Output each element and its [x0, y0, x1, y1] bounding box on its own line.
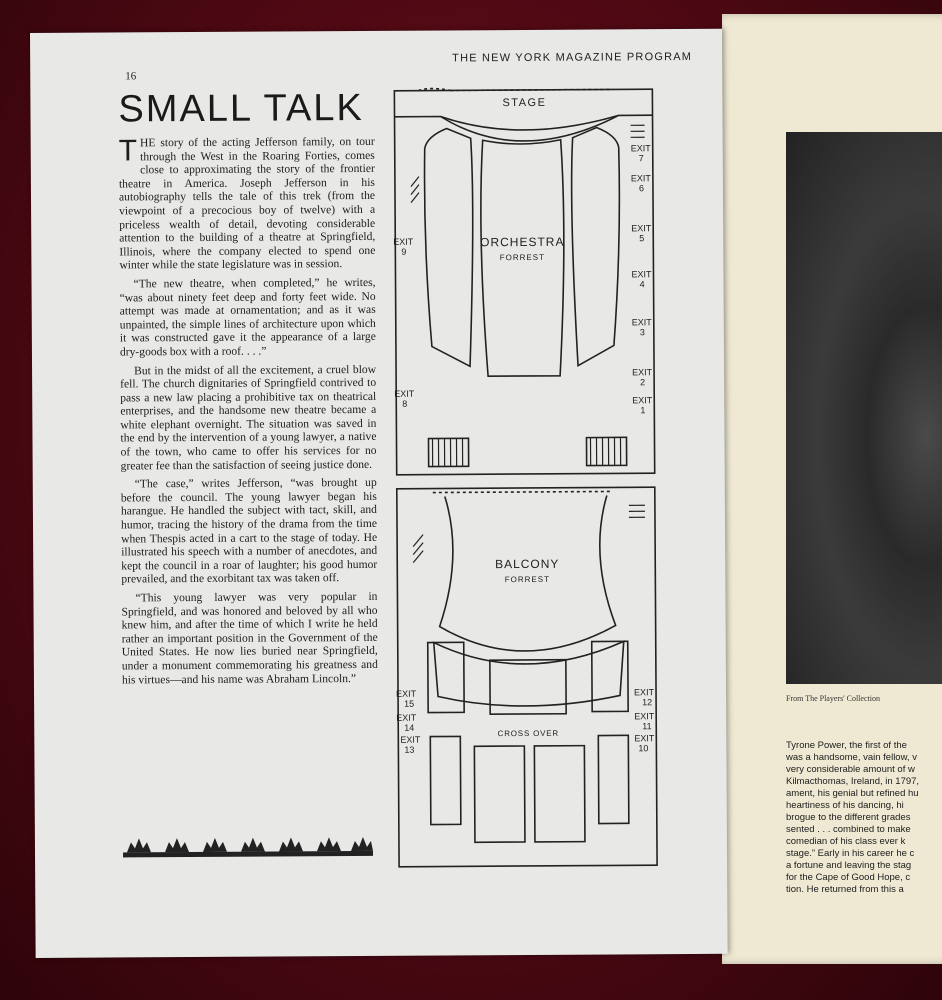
- portrait-photo: [786, 132, 942, 684]
- caption-line: tion. He returned from this a: [786, 884, 904, 895]
- exit-label: EXIT: [630, 173, 651, 184]
- photo-caption: [786, 740, 942, 896]
- exit-number: 3: [639, 327, 645, 338]
- seating-plan: [390, 85, 663, 887]
- exit-label: EXIT: [396, 688, 417, 699]
- exit-number: 11: [642, 721, 652, 732]
- exit-number: 9: [401, 246, 407, 257]
- rear-left-block: [430, 736, 461, 824]
- exit-number: 14: [404, 722, 415, 733]
- exit-number: 4: [639, 279, 645, 290]
- exit-number: 15: [404, 698, 415, 709]
- exit-number: 5: [639, 233, 645, 244]
- exit-label: EXIT: [634, 687, 655, 698]
- paragraph-text: HE story of the acting Jefferson family, on tour through the West in the Roaring Forties, comes close to approximating the story of the frontier theatre in America. Joseph Jefferson in his autobiography tells the tale of this trek (from the viewpoint of a precocious boy of twelve) with a priceless wealth of detail, devoting considerable attention to the building of a theatre at Springfield, Illinois, where the company elected to spend one winter while the state legislature was in session.: [118, 134, 376, 272]
- exit-label: EXIT: [396, 712, 417, 723]
- exit-number: 13: [404, 744, 415, 755]
- caption-line: Tyrone Power, the first of the: [786, 740, 907, 751]
- left-page: [30, 29, 728, 958]
- running-head: THE NEW YORK MAGAZINE PROGRAM: [452, 50, 693, 65]
- caption-line: ament, his genial but refined hu: [786, 788, 919, 799]
- caption-line: a fortune and leaving the stag: [786, 860, 912, 871]
- article-paragraph: “This young lawyer was very popular in Springfield, and was honored and beloved by all who knew him, and after the time of which I write he held rather an important position in the Government of the United States. He now lies buried near Springfield, under a monument commemorating his greatness and his virtues—and his name was Abraham Lincoln.”: [121, 589, 378, 687]
- balcony-front-section: [439, 495, 616, 651]
- exit-number: 6: [638, 183, 645, 194]
- exit-label: EXIT: [632, 395, 653, 406]
- article-paragraph: [119, 135, 376, 272]
- photo-credit: From The Players' Collection: [786, 694, 880, 703]
- exit-number: 10: [638, 743, 649, 754]
- exit-label: EXIT: [394, 388, 415, 399]
- exit-label: EXIT: [634, 733, 655, 744]
- stage-label: STAGE: [502, 96, 547, 110]
- crown-ornament-icon: [123, 833, 373, 863]
- caption-line: stage.” Early in his career he c: [786, 848, 915, 859]
- caption-line: heartiness of his dancing, hi: [786, 800, 904, 811]
- drop-cap: T: [118, 134, 138, 168]
- article-paragraph: But in the midst of all the excitement, a cruel blow fell. The church dignitaries of Springfield contrived to pass a new law placing a prohibitive tax on theatrical enterprises, and the handsome new theatre became a white elephant overnight. The situation was saved in the end by the intervention of a young lawyer, a native of the town, who came to offer his services for no greater fee than the satisfaction of seeing justice done.: [120, 362, 377, 473]
- article-body: [119, 135, 378, 692]
- rear-right-block: [598, 735, 629, 823]
- exit-label: EXIT: [631, 269, 652, 280]
- exit-number: 8: [402, 398, 408, 409]
- caption-line: comedian of his class ever k: [786, 836, 906, 847]
- balcony-label: BALCONY: [495, 556, 560, 572]
- orchestra-right-section: [571, 127, 620, 365]
- exit-label: EXIT: [400, 734, 421, 745]
- caption-line: very considerable amount of w: [786, 764, 915, 775]
- caption-line: was a handsome, vain fellow, v: [786, 752, 917, 763]
- exit-number: 12: [642, 697, 653, 708]
- exit-number: 7: [638, 153, 644, 164]
- article-paragraph: “The new theatre, when completed,” he writes, “was about ninety feet deep and forty feet wide. No attempt was made at ornamentation; and as it was unpainted, the simple lines of architecture upon which it was constructed gave it the appearance of a large dry-goods box with a roof. . . .”: [119, 275, 376, 359]
- exit-label: EXIT: [630, 143, 651, 154]
- orchestra-left-section: [424, 128, 473, 366]
- orchestra-sublabel: FORREST: [499, 252, 546, 263]
- exit-label: EXIT: [632, 367, 653, 378]
- rear-center-left-block: [474, 746, 525, 842]
- exit-label: EXIT: [393, 236, 414, 247]
- headline: SMALL TALK: [118, 86, 364, 131]
- page-number: 16: [125, 70, 137, 83]
- balcony-sublabel: FORREST: [504, 574, 550, 585]
- caption-line: for the Cape of Good Hope, c: [786, 872, 911, 883]
- orchestra-outline: [394, 89, 654, 475]
- exit-label: EXIT: [634, 711, 655, 722]
- orchestra-label: ORCHESTRA: [480, 234, 565, 250]
- caption-line: brogue to the different grades: [786, 812, 911, 823]
- caption-line: Kilmacthomas, Ireland, in 1797,: [786, 776, 920, 787]
- crossover-label: CROSS OVER: [497, 728, 559, 739]
- article-paragraph: “The case,” writes Jefferson, “was brought up before the council. The young lawyer began his harangue. He handled the subject with tact, skill, and humor, tracing the history of the drama from the time when Thespis acted in a cart to the stage of today. He illustrated his speech with a number of anecdotes, and kept the council in a roar of laughter; his good humor prevailed, and the exorbitant tax was taken off.: [120, 476, 378, 586]
- caption-line: sented . . . combined to make: [786, 824, 911, 835]
- exit-label: EXIT: [631, 223, 652, 234]
- exit-label: EXIT: [631, 317, 652, 328]
- exit-number: 2: [640, 377, 646, 388]
- exit-number: 1: [640, 405, 646, 416]
- rear-center-right-block: [534, 746, 585, 842]
